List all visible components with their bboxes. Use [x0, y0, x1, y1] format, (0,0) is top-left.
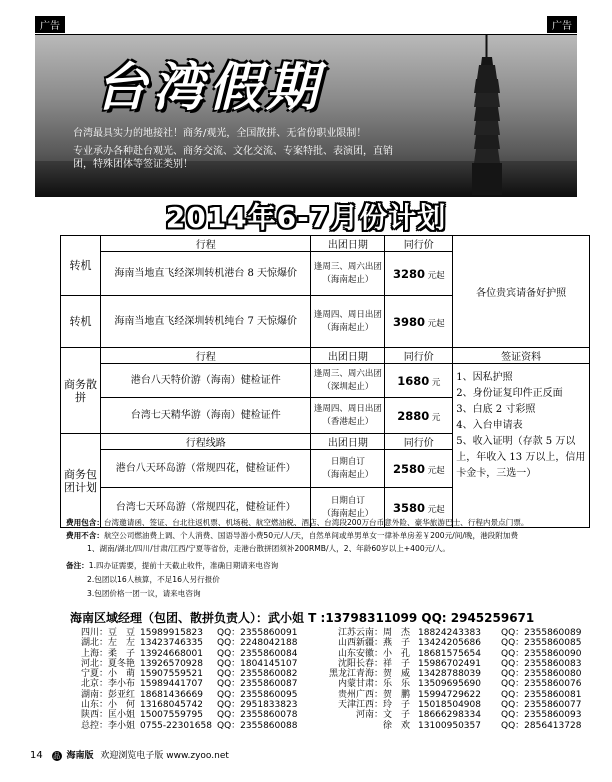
remark-item: 2.包团以16人核算，不足16人另行报价 [87, 575, 220, 584]
contact-phone: 15907559521 [140, 669, 203, 680]
header-price: 同行价 [385, 236, 453, 252]
page-footer [30, 748, 229, 761]
header-price: 同行价 [385, 348, 453, 364]
price-cell: 2580 元起 [385, 450, 453, 488]
contact-phone: 15994729622 [418, 689, 481, 700]
regional-manager: 海南区域经理（包团、散拼负责人）：武小姐 T :13798311099 QQ: 2945259671 [70, 611, 535, 625]
header-date: 出团日期 [311, 236, 385, 252]
contact-row [310, 669, 581, 679]
banner-title: 台湾假期 [95, 57, 324, 118]
contact-row [60, 659, 297, 669]
footer-text: 欢迎浏览电子版 www.zyoo.net [100, 751, 229, 761]
doc-item: 3、白底 2 寸彩照 [456, 404, 536, 415]
category-cell: 商务包团计划 [61, 434, 101, 528]
date-cell: 日期自订 （海南起止） [311, 450, 385, 488]
contact-phone: 13424205686 [418, 638, 481, 649]
contact-phone: 18824243383 [418, 628, 481, 638]
contact-phone: 15986702491 [418, 658, 481, 669]
doc-item: 1、因私护照 [456, 372, 513, 383]
contact-name: 湖南：彭亚红 [80, 689, 135, 700]
doc-item: 4、入台申请表 [456, 420, 523, 431]
contact-phone: 13100950357 [418, 720, 481, 731]
contact-qq: QQ：2355860091 [217, 628, 298, 638]
date-cell: 逢周四、周日出团 （香港起止） [311, 398, 385, 434]
contact-phone: 13924668001 [140, 648, 203, 659]
contact-phone: 15989915823 [140, 628, 203, 638]
contact-row [310, 638, 581, 648]
date-cell: 逢周三、周六出团 （海南起止） [311, 252, 385, 296]
contact-row [60, 679, 297, 689]
contact-row [60, 721, 297, 731]
header-date: 出团日期 [311, 348, 385, 364]
contact-name: 山东：小 何 [80, 700, 135, 711]
route-cell: 港台八天特价游（海南）健检证件 [100, 364, 311, 398]
page-number: 14 [30, 750, 43, 761]
contact-row [310, 649, 581, 659]
contact-phone: 15007559795 [140, 710, 203, 721]
fees-exclude-extra: 1、湖南/湖北/四川/甘肃/江西/宁夏等省份，走港台散拼团须补200RMB/人，2、年龄60岁以上+400元/人。 [87, 544, 450, 553]
contact-name: 贵州广西：贺 鹏 [337, 689, 410, 700]
category-cell: 转机 [61, 296, 101, 348]
contact-name: 四川：豆 豆 [80, 628, 135, 638]
contact-name: 总控：李小姐 [80, 720, 135, 731]
contact-qq: QQ：2355860081 [501, 689, 582, 700]
category-cell: 商务散拼 [61, 348, 101, 434]
contact-name: 内蒙甘肃：乐 乐 [337, 679, 410, 690]
doc-item: 2、身份证复印件正反面 [456, 388, 563, 399]
header-price: 同行价 [385, 434, 453, 450]
edition-label: 海南版 [66, 751, 94, 761]
remarks-block [66, 559, 278, 601]
contact-qq: QQ：2355860080 [501, 669, 582, 680]
date-cell: 日期自订 （海南起止） [311, 488, 385, 528]
contact-row [60, 690, 297, 700]
contact-qq: QQ：2355860090 [501, 648, 582, 659]
price-cell: 2880 元 [385, 398, 453, 434]
contact-qq: QQ：2355860083 [501, 658, 582, 669]
contact-name: 北京：李小布 [80, 679, 135, 690]
contact-name: 山东安徽：小 孔 [337, 648, 410, 659]
contact-name: 黑龙江青海：贺 威 [328, 669, 410, 680]
contact-row [310, 659, 581, 669]
itinerary-table [60, 235, 590, 528]
fees-block [66, 516, 581, 555]
table-row [61, 236, 590, 252]
fees-include: 费用包含：台湾邀请函、签证、台北往返机票、机场税、航空燃油税、酒店、台湾段200万台币意外险、豪华旅游巴士、行程内景点门票。 [66, 518, 529, 527]
route-cell: 海南当地直飞经深圳转机纯台 7 天惊爆价 [100, 296, 311, 348]
contact-name: 宁夏：小 萌 [80, 669, 135, 680]
contact-row [310, 710, 581, 720]
remark-item: 3.包团价格一团一议，请来电咨询 [87, 589, 201, 598]
contact-qq: QQ：2355860089 [501, 628, 582, 638]
contact-qq: QQ：2355860078 [217, 710, 298, 721]
contact-name: 河南：文 子 [355, 710, 410, 721]
contact-phone: 13428788039 [418, 669, 481, 680]
contact-row [60, 710, 297, 720]
contact-phone: 13926570928 [140, 658, 203, 669]
contact-qq: QQ：2355860084 [217, 648, 298, 659]
contact-phone: 15018504908 [418, 700, 481, 711]
banner-line-2: 专业承办各种赴台观光、商务交流、文化交流、专案特批、表演团，直销团，特殊团体等签证类别！ [73, 146, 393, 170]
contact-name: 陕西：匡小姐 [80, 710, 135, 721]
header-route: 行程 [100, 236, 311, 252]
visa-documents [453, 364, 590, 528]
contact-row [60, 649, 297, 659]
contact-qq: QQ：2355860082 [217, 669, 298, 680]
remark-item: 备注：1.四办证需要，提前十天截止收件，准确日期请来电咨询 [66, 561, 279, 570]
contact-row [60, 669, 297, 679]
taipei-101-tower-icon [452, 35, 522, 195]
contact-qq: QQ：2355860076 [501, 679, 582, 690]
table-row [61, 348, 590, 364]
brand-logo-icon: 品 [53, 751, 61, 760]
contact-name: 湖北：左 左 [80, 638, 135, 649]
contact-qq: QQ：2248042188 [217, 638, 298, 649]
contact-row [60, 638, 297, 648]
contact-phone: 18666298334 [418, 710, 481, 721]
contact-row [310, 690, 581, 700]
route-cell: 台湾七天精华游（海南）健检证件 [100, 398, 311, 434]
contact-qq: QQ：2355860088 [217, 720, 298, 731]
contact-row [310, 628, 581, 638]
date-cell: 逢周四、周日出团 （海南起止） [311, 296, 385, 348]
contact-qq: QQ：2856413728 [501, 720, 582, 731]
contact-row [310, 721, 581, 731]
doc-item: 5、收入证明（存款 5 万以上，年收入 13 万以上，信用卡金卡，三选一） [456, 436, 586, 479]
category-cell: 转机 [61, 236, 101, 296]
plan-title: 2014年6-7月份计划 [165, 201, 447, 234]
contact-qq: QQ：2951833823 [217, 700, 298, 711]
contact-row [310, 679, 581, 689]
contact-row [60, 628, 297, 638]
price-cell: 1680 元 [385, 364, 453, 398]
header-route: 行程 [100, 348, 311, 364]
contact-phone: 15989441707 [140, 679, 203, 690]
contact-phone: 13423746335 [140, 638, 203, 649]
price-cell: 3280 元起 [385, 252, 453, 296]
contact-phone: 13168045742 [140, 700, 203, 711]
contacts-list [60, 628, 580, 740]
price-cell: 3980 元起 [385, 296, 453, 348]
header-date: 出团日期 [311, 434, 385, 450]
route-cell: 台湾七天环岛游（常规四花，健检证件） [100, 488, 311, 528]
contact-row [60, 700, 297, 710]
contact-name: 河北：夏冬艳 [80, 658, 135, 669]
contact-name: 天津江西：玲 子 [337, 700, 410, 711]
banner [35, 35, 577, 197]
contact-phone: 18681436669 [140, 689, 203, 700]
contact-phone: 13509695690 [418, 679, 481, 690]
contact-qq: QQ：2355860077 [501, 700, 582, 711]
contact-qq: QQ：2355860085 [501, 638, 582, 649]
header-docs: 签证资料 [453, 348, 590, 364]
contact-qq: QQ：1804145107 [217, 658, 298, 669]
contacts-right-column [310, 628, 581, 731]
price-cell: 3580 元起 [385, 488, 453, 528]
route-cell: 海南当地直飞经深圳转机港台 8 天惊爆价 [100, 252, 311, 296]
contact-name: 江苏云南：周 杰 [337, 628, 410, 638]
banner-line-1: 台湾最具实力的地接社！商务/观光，全国散拼、无省份职业限制！ [73, 128, 367, 139]
ad-label-right: 广告 [547, 16, 577, 33]
contact-qq: QQ：2355860095 [217, 689, 298, 700]
route-cell: 港台八天环岛游（常规四花，健检证件） [100, 450, 311, 488]
contact-name: 山西新疆：燕 子 [337, 638, 410, 649]
table-row [61, 364, 590, 398]
contact-name: 上海：柔 子 [80, 648, 135, 659]
contact-phone: 0755-22301658 [140, 720, 212, 731]
contact-qq: QQ：2355860093 [501, 710, 582, 721]
header-route: 行程线路 [100, 434, 311, 450]
contacts-left-column [60, 628, 297, 731]
contact-phone: 18681575654 [418, 648, 481, 659]
contact-name: 徐 欢 [382, 720, 410, 731]
contact-row [310, 700, 581, 710]
fees-exclude: 费用不含：航空公司燃油费上调、个人消费、国语导游小费50元/人/天，自然单间或单男单女一律补单房差￥200元/间/晚，港段附加费 [66, 531, 519, 540]
contact-name: 沈阳长春：祥 子 [337, 658, 410, 669]
passport-note: 各位贵宾请备好护照 [453, 236, 590, 348]
date-cell: 逢周三、周六出团 （深圳起止） [311, 364, 385, 398]
contact-qq: QQ：2355860087 [217, 679, 298, 690]
ad-label-left: 广告 [35, 16, 65, 33]
